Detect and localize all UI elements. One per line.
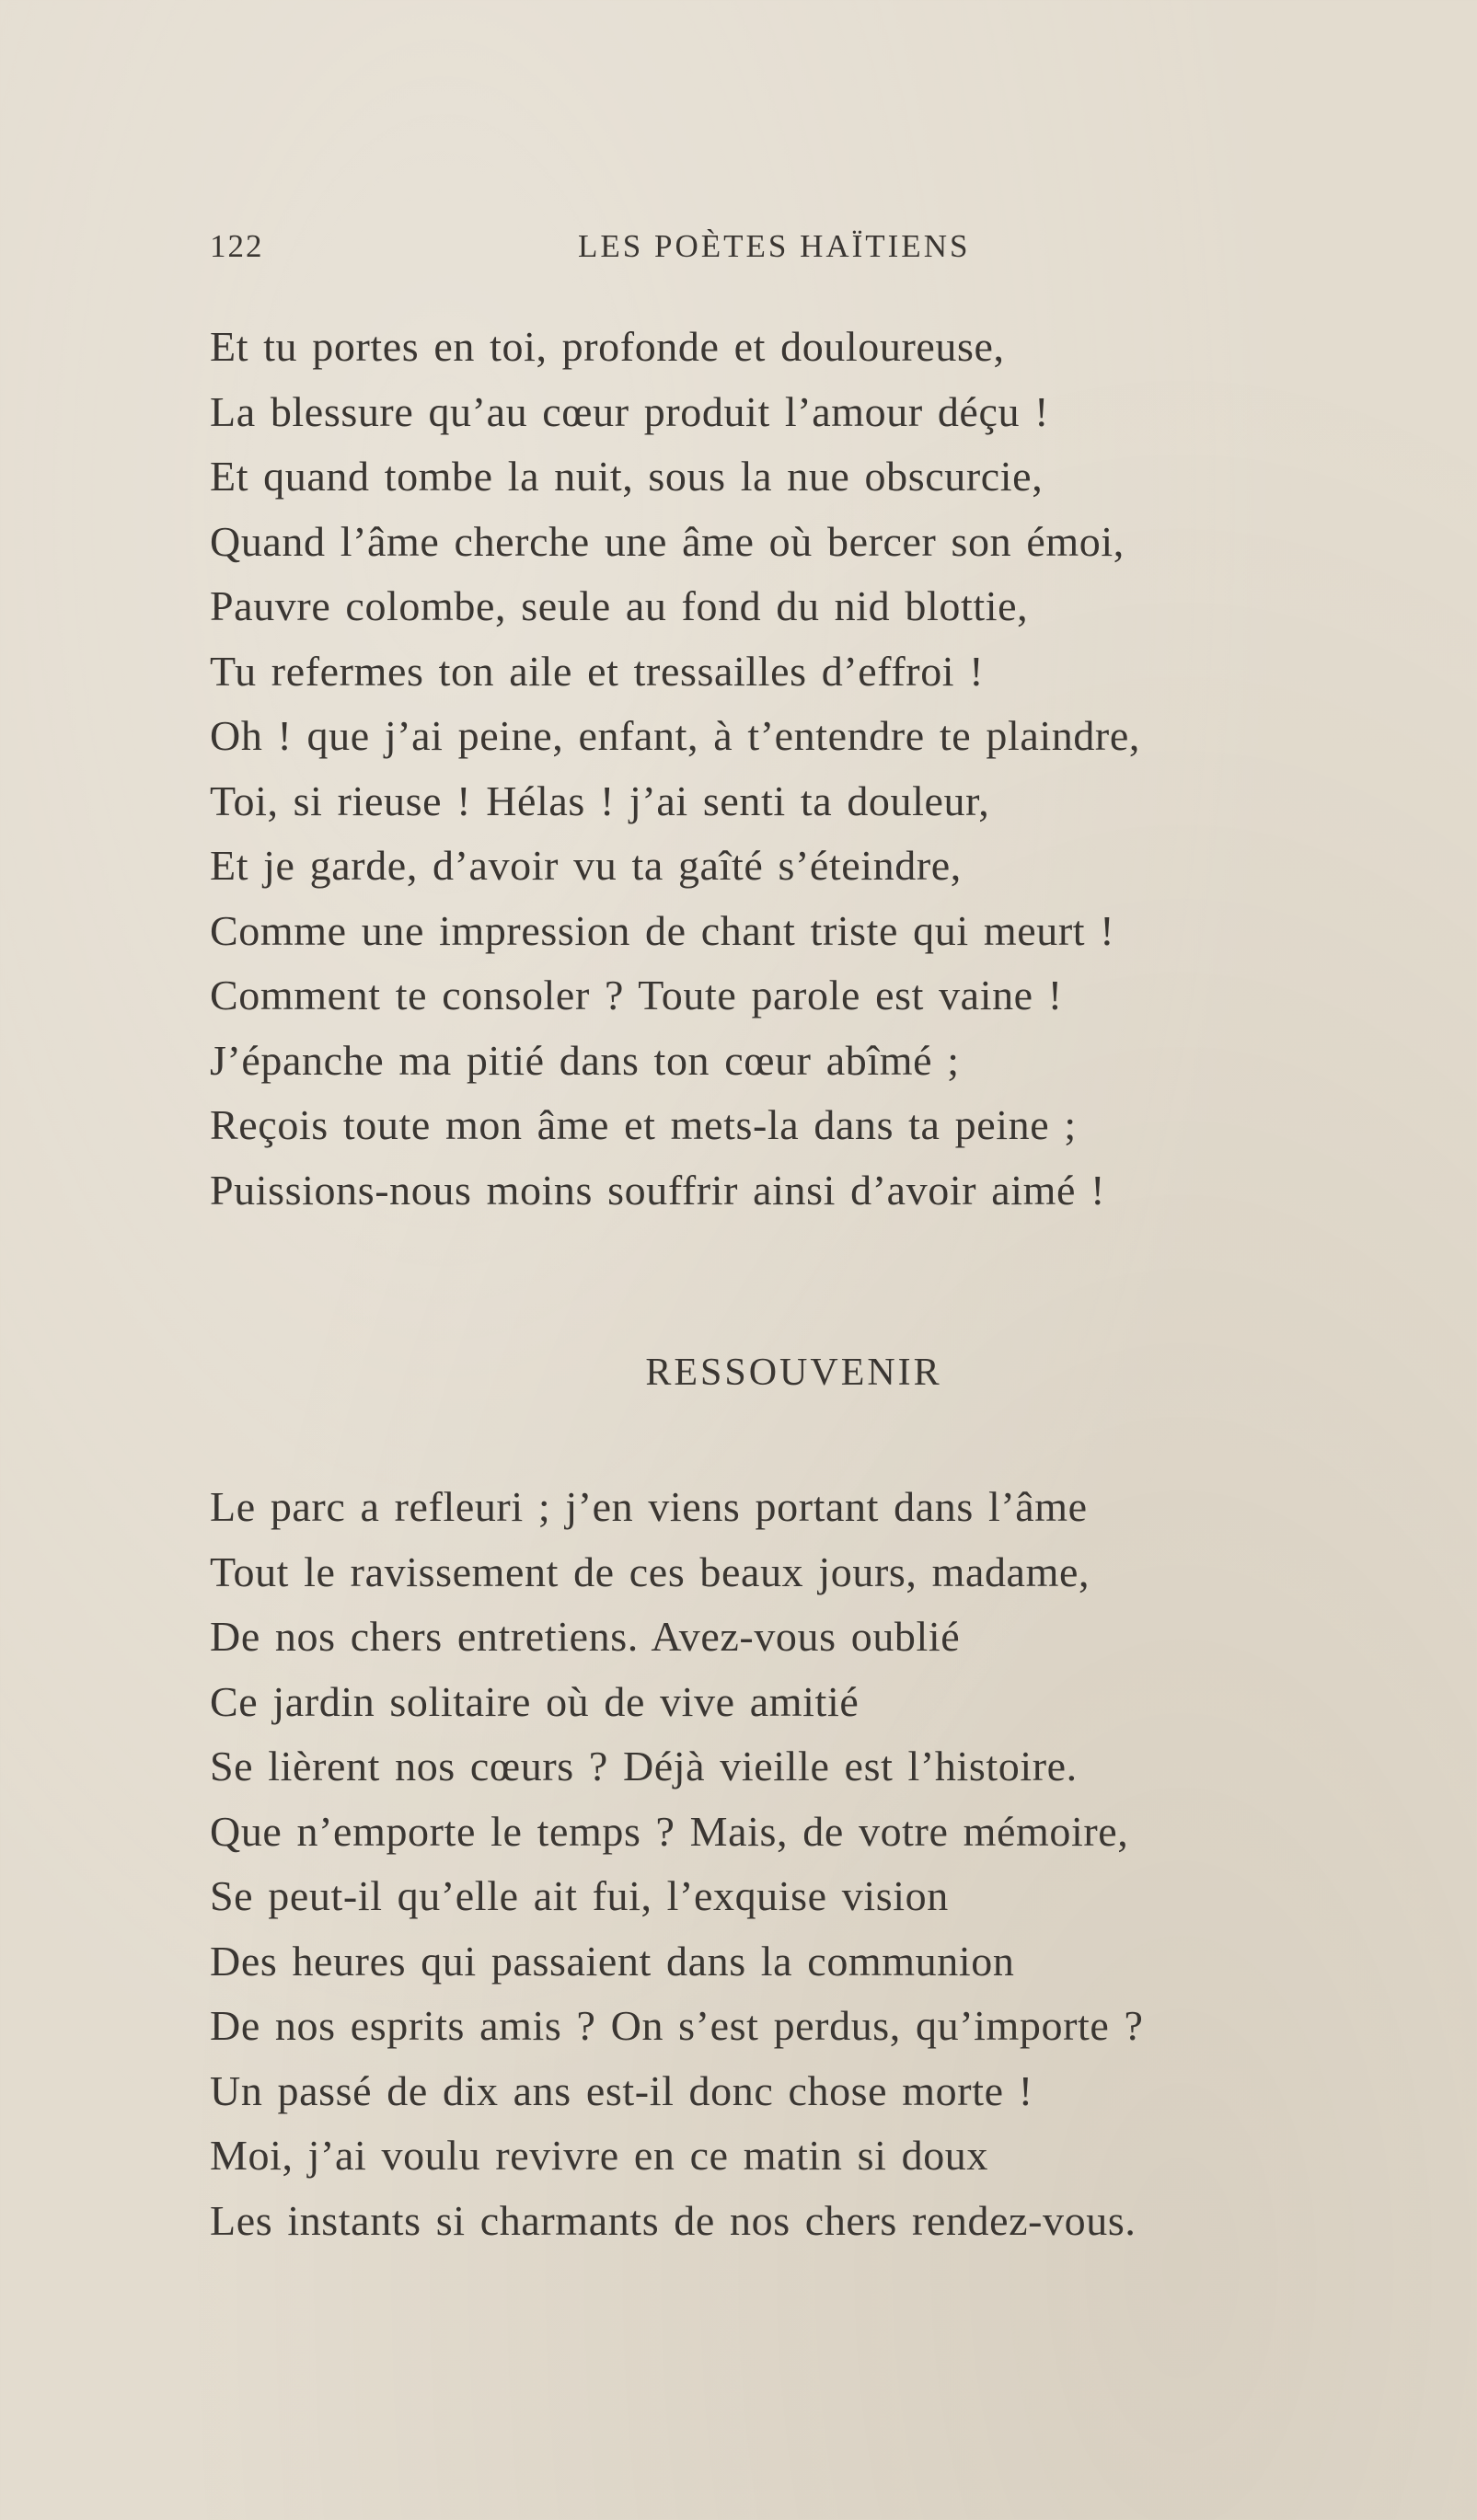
verse-line: Se peut-il qu’elle ait fui, l’exquise vision [210, 1872, 949, 1919]
poem-title: RESSOUVENIR [645, 1352, 942, 1394]
poem-ressouvenir [210, 1475, 1144, 2253]
poem-continued [210, 315, 1140, 1223]
running-head [210, 228, 1259, 274]
verse-line: Et quand tombe la nuit, sous la nue obscurcie, [210, 453, 1044, 500]
verse-line: Ce jardin solitaire où de vive amitié [210, 1677, 860, 1725]
verse-line: De nos esprits amis ? On s’est perdus, qu’importe ? [210, 2002, 1144, 2049]
verse-line: Pauvre colombe, seule au fond du nid blottie, [210, 582, 1029, 629]
verse-line: La blessure qu’au cœur produit l’amour déçu ! [210, 387, 1050, 435]
verse-line: Un passé de dix ans est-il donc chose morte ! [210, 2066, 1033, 2114]
verse-line: Comme une impression de chant triste qui meurt ! [210, 906, 1115, 954]
verse-line: Tu refermes ton aile et tressailles d’effroi ! [210, 647, 985, 695]
verse-line: Puissions-nous moins souffrir ainsi d’avoir aimé ! [210, 1166, 1106, 1214]
verse-line: Et je garde, d’avoir vu ta gaîté s’éteindre, [210, 842, 962, 889]
verse-line: Se lièrent nos cœurs ? Déjà vieille est l’histoire. [210, 1743, 1078, 1789]
verse-line: Tout le ravissement de ces beaux jours, madame, [210, 1548, 1090, 1595]
verse-line: De nos chers entretiens. Avez-vous oublié [210, 1613, 961, 1660]
verse-line: Reçois toute mon âme et mets-la dans ta peine ; [210, 1101, 1077, 1148]
verse-line: Quand l’âme cherche une âme où bercer son émoi, [210, 517, 1125, 565]
verse-line: Oh ! que j’ai peine, enfant, à t’entendre te plaindre, [210, 712, 1140, 759]
verse-line: Le parc a refleuri ; j’en viens portant dans l’âme [210, 1483, 1088, 1530]
verse-line: Que n’emporte le temps ? Mais, de votre mémoire, [210, 1807, 1129, 1855]
page-number: 122 [210, 228, 264, 264]
verse-line: Des heures qui passaient dans la communion [210, 1937, 1015, 1985]
verse-line: Les instants si charmants de nos chers rendez-vous. [210, 2196, 1137, 2244]
verse-line: J’épanche ma pitié dans ton cœur abîmé ; [210, 1036, 960, 1084]
verse-line: Toi, si rieuse ! Hélas ! j’ai senti ta douleur, [210, 777, 990, 824]
verse-line: Comment te consoler ? Toute parole est vaine ! [210, 972, 1063, 1018]
verse-line: Moi, j’ai voulu revivre en ce matin si doux [210, 2132, 988, 2179]
running-title: LES POÈTES HAÏTIENS [578, 228, 971, 264]
verse-line: Et tu portes en toi, profonde et douloureuse, [210, 323, 1005, 370]
